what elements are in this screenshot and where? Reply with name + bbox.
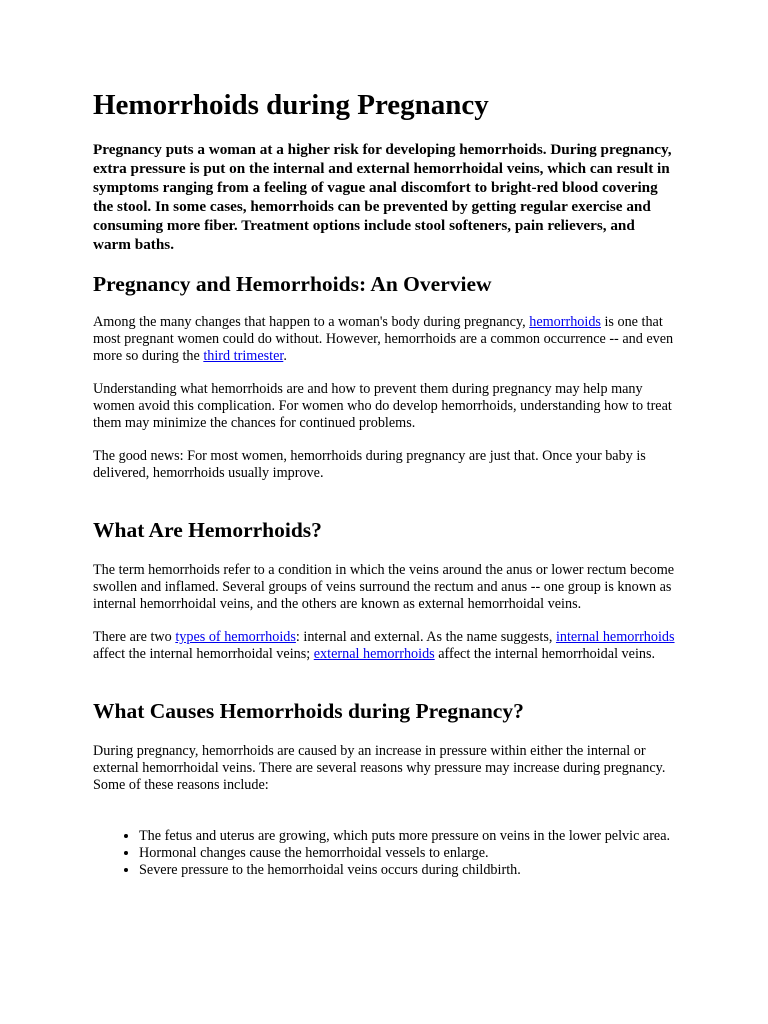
what-are-hemorrhoids-heading: What Are Hemorrhoids?: [93, 518, 322, 542]
hemorrhoids-link[interactable]: hemorrhoids: [529, 314, 601, 330]
list-item: • The fetus and uterus are growing, which puts more pressure on veins in the lower pelvic area.: [139, 828, 675, 845]
what-p2-text-4: affect the internal hemorrhoidal veins.: [434, 646, 656, 662]
overview-p1-text-2: is one that most pregnant women could do without. However, hemorrhoids are a common occurrence -- and even more so during the: [93, 314, 674, 364]
types-of-hemorrhoids-link[interactable]: types of hemorrhoids: [175, 629, 296, 645]
overview-heading: Pregnancy and Hemorrhoids: An Overview: [93, 272, 492, 296]
overview-paragraph-3: The good news: For most women, hemorrhoids during pregnancy are just that. Once your baby is delivered, hemorrhoids usually improve.: [93, 448, 646, 481]
what-paragraph-1: The term hemorrhoids refer to a condition in which the veins around the anus or lower rectum become swollen and inflamed. Several groups of veins surround the rectum and anus -- one group is known as internal hemorrhoidal veins, and the others are known as external hemorrhoidal veins.: [93, 562, 675, 612]
causes-heading: What Causes Hemorrhoids during Pregnancy?: [93, 699, 524, 723]
what-paragraph-2: [93, 629, 675, 663]
what-p2-text-1: There are two: [93, 629, 176, 645]
causes-paragraph-1: During pregnancy, hemorrhoids are caused by an increase in pressure within either the internal or external hemorrhoidal veins. There are several reasons why pressure may increase during pregnancy. Some of these reasons include:: [93, 743, 666, 793]
list-item: • Hormonal changes cause the hemorrhoidal vessels to enlarge.: [139, 845, 675, 862]
summary-paragraph: Pregnancy puts a woman at a higher risk for developing hemorrhoids. During pregnancy, extra pressure is put on the internal and external hemorrhoidal veins, which can result in symptoms ranging from a feeling of vague anal discomfort to bright-red blood covering the stool. In some cases, hemorrhoids can be prevented by getting regular exercise and consuming more fiber. Treatment options include stool softeners, pain relievers, and warm baths.: [93, 141, 672, 253]
internal-hemorrhoids-link[interactable]: internal hemorrhoids: [555, 629, 675, 645]
reasons-list: [93, 828, 675, 879]
what-p2-text-3: affect the internal hemorrhoidal veins;: [93, 646, 314, 662]
overview-p1-text-1: Among the many changes that happen to a woman's body during pregnancy,: [93, 314, 530, 330]
list-item: • Severe pressure to the hemorrhoidal veins occurs during childbirth.: [139, 862, 675, 879]
external-hemorrhoids-link[interactable]: external hemorrhoids: [313, 646, 435, 662]
overview-paragraph-2: Understanding what hemorrhoids are and how to prevent them during pregnancy may help many women avoid this complication. For women who do develop hemorrhoids, understanding how to treat them may minimize the chances for continued problems.: [93, 381, 672, 431]
overview-paragraph-1: [93, 314, 675, 365]
third-trimester-link[interactable]: third trimester: [203, 348, 284, 364]
page-title: Hemorrhoids during Pregnancy: [93, 89, 489, 121]
what-p2-text-2: : internal and external. As the name suggests,: [295, 629, 556, 645]
overview-p1-text-3: .: [283, 348, 287, 364]
